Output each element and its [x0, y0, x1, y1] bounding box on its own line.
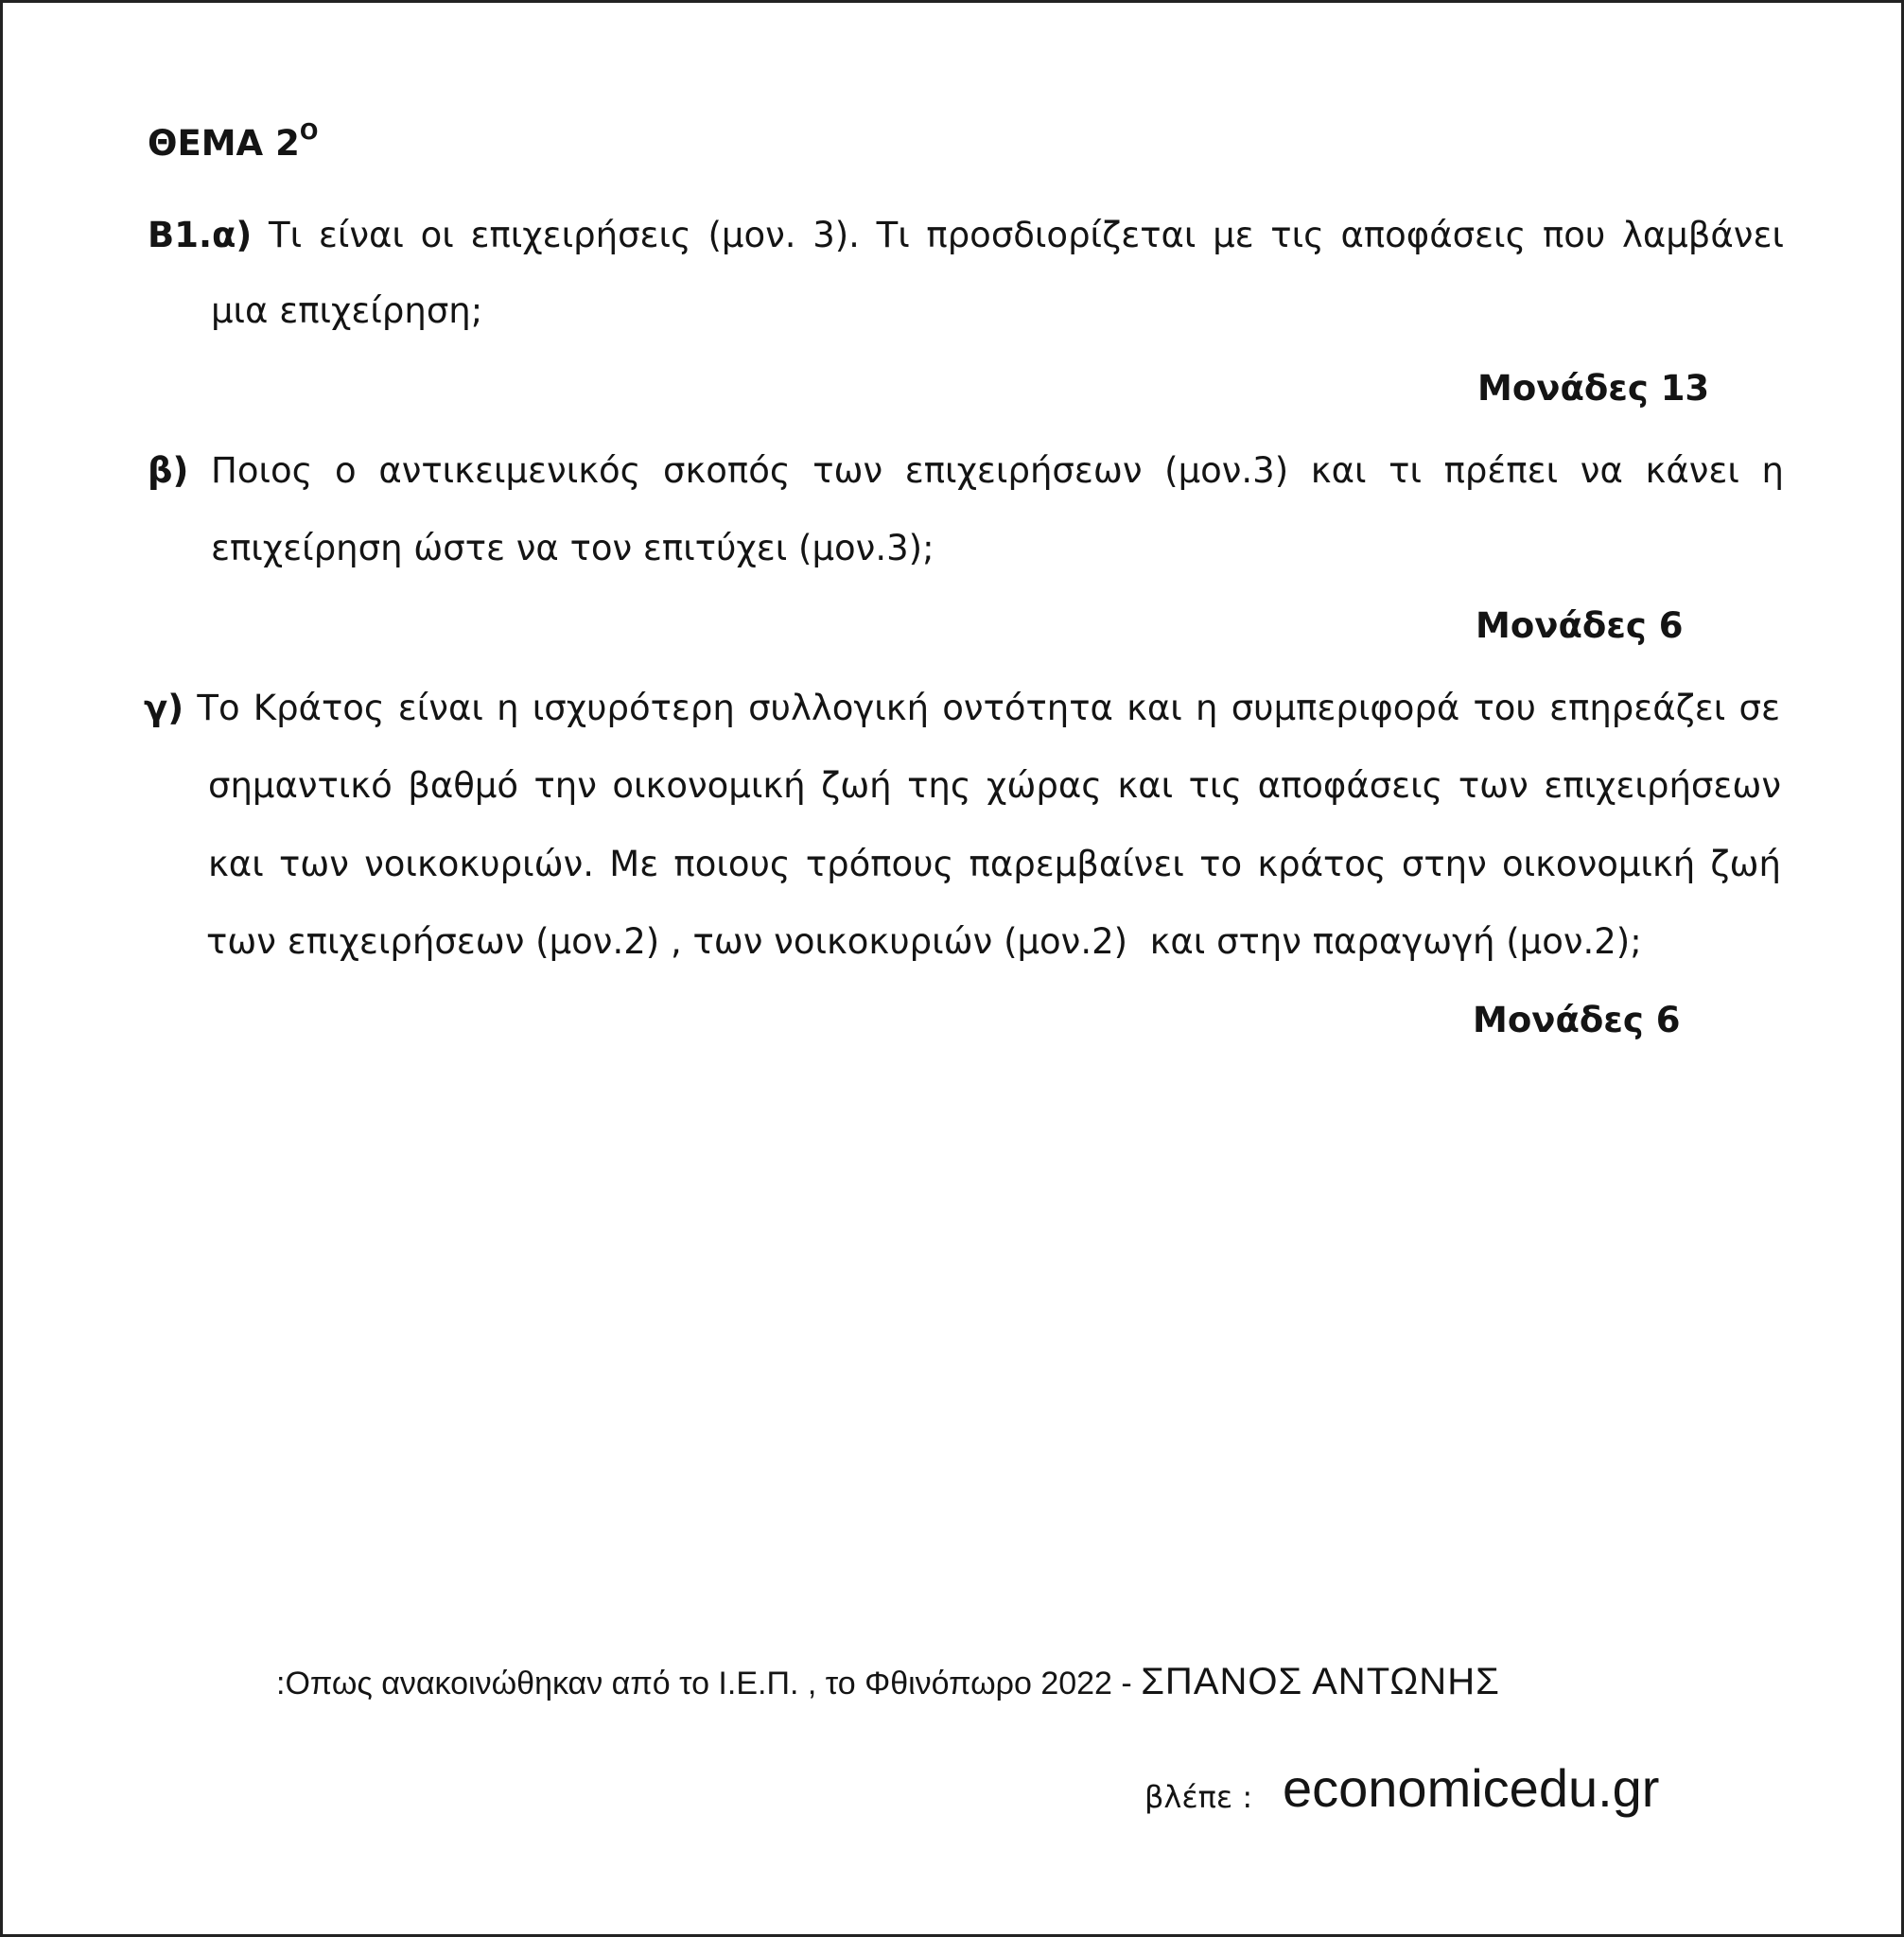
page-title: [148, 119, 319, 164]
question-c-line3: και των νοικοκυριών. Με ποιους τρόπους παρεμβαίνει το κράτος στην οικονομική ζωή: [208, 844, 1781, 884]
question-b-label: β): [148, 450, 189, 491]
question-b-line2: επιχείρηση ώστε να τον επιτύχει (μον.3);: [211, 528, 935, 568]
see-label: βλέπε :: [1144, 1779, 1253, 1815]
question-c-line1: [144, 685, 1780, 732]
question-c-line4: των επιχειρήσεων (μον.2) , των νοικοκυριών (μον.2) και στην παραγωγή (μον.2);: [206, 921, 1642, 962]
question-c-label: γ): [144, 688, 184, 728]
question-c-marks: Μονάδες 6: [1473, 1000, 1681, 1040]
title-superscript: Ο: [299, 119, 319, 145]
source-note-text: :Οπως ανακοινώθηκαν από το Ι.Ε.Π. , το Φθινόπωρο 2022: [276, 1666, 1122, 1701]
question-b1a-text-1: Τι είναι οι επιχειρήσεις (μον. 3). Τι προσδιορίζεται με τις αποφάσεις που λαμβάνει: [252, 215, 1784, 255]
source-note-dash: -: [1121, 1666, 1142, 1701]
question-b1a-marks: Μονάδες 13: [1477, 368, 1710, 409]
question-b1a-label: Β1.α): [148, 215, 253, 255]
question-b-text-1: Ποιος ο αντικειμενικός σκοπός των επιχειρήσεων (μον.3) και τι πρέπει να κάνει η: [188, 450, 1784, 491]
title-text: ΘΕΜΑ 2: [148, 123, 300, 164]
source-note: [276, 1661, 1500, 1703]
question-b-line1: [148, 447, 1784, 495]
author-name: ΣΠΑΝΟΣ ΑΝΤΩΝΗΣ: [1141, 1661, 1500, 1702]
question-c-line2: σημαντικό βαθμό την οικονομική ζωή της χώρας και τις αποφάσεις των επιχειρήσεων: [208, 765, 1781, 806]
question-b-marks: Μονάδες 6: [1476, 605, 1684, 646]
question-b1a-line1: [148, 212, 1784, 259]
question-b1a-line2: μια επιχείρηση;: [211, 290, 483, 331]
question-c-text-1: Το Κράτος είναι η ισχυρότερη συλλογική οντότητα και η συμπεριφορά του επηρεάζει σε: [183, 688, 1780, 728]
website-link[interactable]: economicedu.gr: [1283, 1758, 1660, 1818]
